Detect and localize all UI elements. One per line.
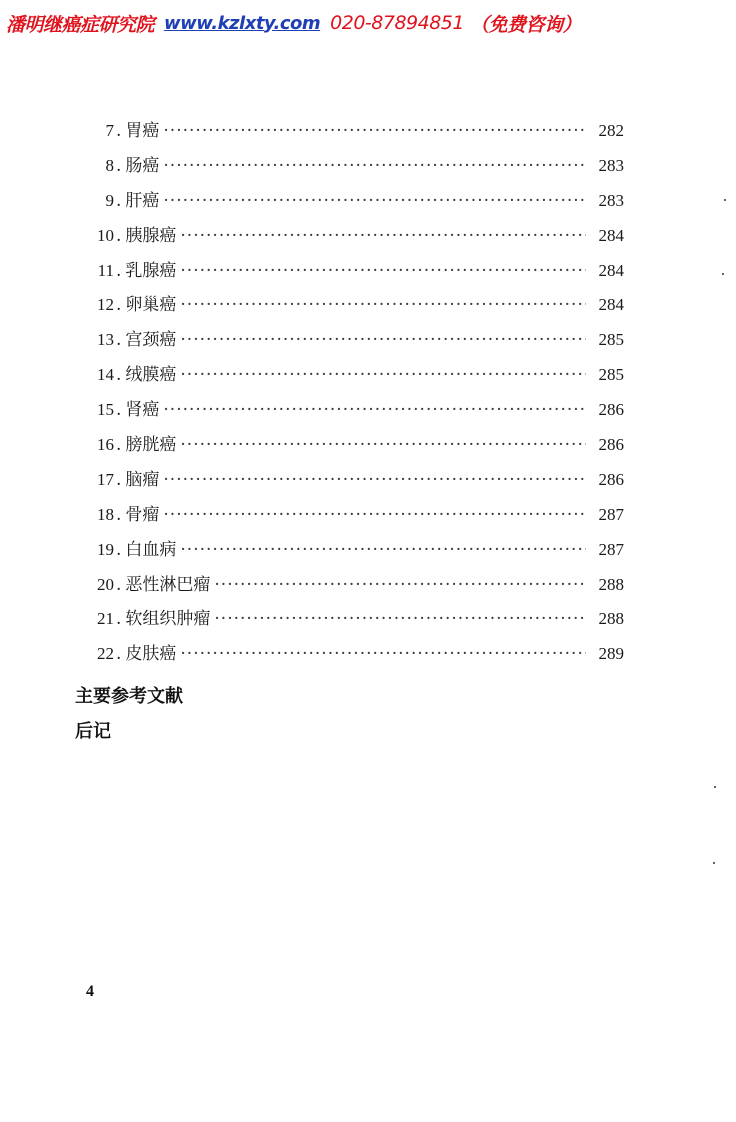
toc-entry-page: 283: [598, 155, 624, 175]
toc-dot-leader: [214, 609, 586, 629]
toc-entry-number: 17: [97, 469, 114, 489]
toc-entry-separator: .: [116, 469, 122, 490]
toc-dot-leader: [163, 505, 586, 525]
toc-entry-separator: .: [116, 260, 122, 281]
toc-entry-page: 289: [598, 644, 624, 664]
toc-entry: [78, 500, 624, 535]
toc-entry-separator: .: [116, 504, 122, 525]
toc-entry-page: 286: [598, 435, 624, 455]
toc-entry-separator: .: [116, 400, 122, 421]
toc-entry-separator: .: [116, 574, 122, 595]
banner-note: （免费咨询）: [469, 13, 581, 36]
toc-entry-title: 恶性淋巴瘤: [125, 574, 211, 595]
toc-entry-title: 软组织肿瘤: [125, 609, 211, 630]
toc-entry-page: 283: [598, 190, 624, 210]
toc-entry-title: 绒膜癌: [125, 365, 177, 386]
toc-entry-separator: .: [116, 121, 122, 141]
toc-entry: [78, 465, 624, 500]
scan-speck: [713, 862, 715, 864]
toc-entry-page: 284: [598, 225, 624, 245]
toc-entry-separator: .: [116, 644, 122, 665]
toc-dot-leader: [180, 261, 586, 281]
toc-entry-page: 282: [598, 121, 624, 140]
toc-entry-title: 胃癌: [125, 121, 160, 141]
toc-dot-leader: [163, 156, 586, 176]
toc-entry-page: 288: [598, 609, 624, 629]
toc-entry: [78, 116, 624, 151]
toc-entry-page: 285: [598, 365, 624, 385]
banner-phone: 020-87894851: [330, 12, 464, 34]
toc-entry: [78, 570, 624, 605]
toc-entry: [78, 256, 624, 291]
toc-entry-page: 288: [598, 574, 624, 594]
toc-entry-page: 287: [598, 539, 624, 559]
toc-entry-title: 肠癌: [125, 155, 160, 176]
toc-entry-number: 14: [97, 365, 114, 385]
toc-entry-number: 21: [97, 609, 114, 629]
banner-url-link[interactable]: www.kzlxty.com: [164, 12, 321, 34]
toc-entry-number: 22: [97, 644, 114, 664]
toc-entry-number: 18: [97, 504, 114, 524]
toc-entry-separator: .: [116, 609, 122, 630]
toc-entry-page: 287: [598, 504, 624, 524]
toc-entry-title: 肾癌: [125, 400, 160, 421]
toc-dot-leader: [180, 295, 586, 315]
toc-entry: [78, 186, 624, 221]
header-banner: [6, 6, 730, 40]
toc-entry-separator: .: [116, 365, 122, 386]
toc-entry: [78, 290, 624, 325]
toc-entry: [78, 604, 624, 639]
toc-entry-number: 13: [97, 330, 114, 350]
toc-dot-leader: [180, 330, 586, 350]
toc-entry-page: 286: [598, 469, 624, 489]
afterword-heading: 后记: [75, 721, 111, 742]
toc-dot-leader: [163, 191, 586, 211]
toc-entry-number: 11: [97, 260, 114, 280]
toc-entry-separator: .: [116, 435, 122, 456]
toc-entry-number: 10: [97, 225, 114, 245]
toc-entry-separator: .: [116, 330, 122, 351]
scan-speck: [714, 786, 716, 788]
toc-dot-leader: [163, 400, 586, 420]
toc-entry-page: 284: [598, 295, 624, 315]
toc-entry-page: 285: [598, 330, 624, 350]
toc-entry: [78, 535, 624, 570]
toc-entry-title: 脑瘤: [125, 469, 160, 490]
references-heading: 主要参考文献: [75, 686, 183, 707]
toc-entry-title: 卵巢癌: [125, 295, 177, 316]
toc-entry-page: 284: [598, 260, 624, 280]
toc-entry-number: 15: [97, 400, 114, 420]
toc-entry: [78, 395, 624, 430]
toc-entry: [78, 325, 624, 360]
toc-entry: [78, 639, 624, 674]
toc-entry-title: 骨瘤: [125, 504, 160, 525]
toc-entry-separator: .: [116, 190, 122, 211]
toc-entry-separator: .: [116, 539, 122, 560]
toc-dot-leader: [163, 470, 586, 490]
toc-entry-title: 膀胱癌: [125, 435, 177, 456]
toc-entry-number: 19: [97, 539, 114, 559]
toc-entry-number: 16: [97, 435, 114, 455]
toc-dot-leader: [214, 575, 586, 595]
toc-entry: [78, 430, 624, 465]
toc-entry: [78, 221, 624, 256]
page-number: 4: [86, 983, 94, 1000]
toc-entry-number: 7: [105, 121, 114, 140]
toc-entry: [78, 360, 624, 395]
toc-entry-separator: .: [116, 295, 122, 316]
toc-entry-number: 8: [105, 155, 114, 175]
toc-entry-title: 白血病: [125, 539, 177, 560]
toc-dot-leader: [180, 365, 586, 385]
table-of-contents: [78, 116, 624, 674]
toc-entry-title: 胰腺癌: [125, 225, 177, 246]
toc-entry-title: 肝癌: [125, 190, 160, 211]
scan-speck: [724, 199, 726, 201]
toc-entry: [78, 151, 624, 186]
toc-entry-title: 皮肤癌: [125, 644, 177, 665]
toc-entry-page: 286: [598, 400, 624, 420]
toc-entry-title: 乳腺癌: [125, 260, 177, 281]
toc-dot-leader: [180, 435, 586, 455]
toc-entry-number: 9: [105, 190, 114, 210]
scan-speck: [722, 273, 724, 275]
toc-entry-separator: .: [116, 225, 122, 246]
toc-dot-leader: [163, 121, 586, 141]
toc-entry-title: 宫颈癌: [125, 330, 177, 351]
toc-dot-leader: [180, 540, 586, 560]
toc-dot-leader: [180, 644, 586, 664]
toc-entry-separator: .: [116, 155, 122, 176]
toc-dot-leader: [180, 226, 586, 246]
toc-entry-number: 20: [97, 574, 114, 594]
toc-entry-number: 12: [97, 295, 114, 315]
banner-institute: 潘明继癌症研究院: [6, 13, 155, 36]
